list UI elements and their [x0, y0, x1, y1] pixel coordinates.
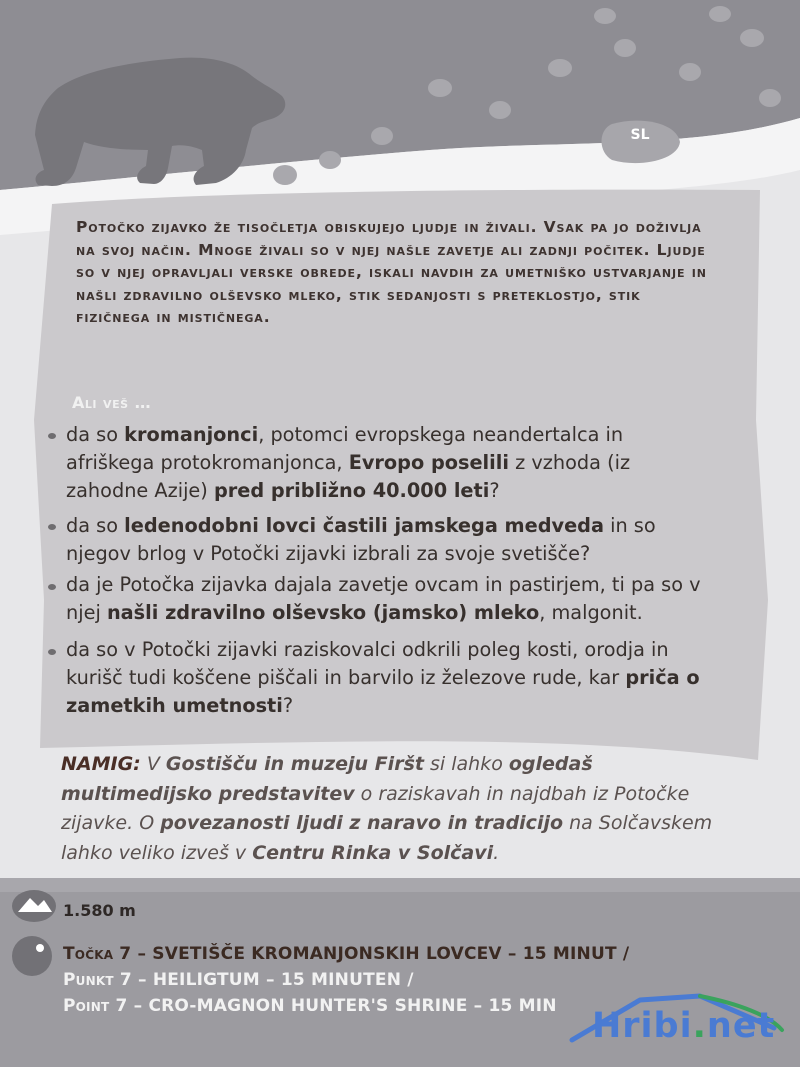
fact-emphasis: ledenodobni lovci častili jamskega medveda	[124, 514, 604, 537]
hint-label: NAMIG:	[61, 753, 141, 775]
hint-text: na Solčavskem lahko veliko izveš v	[61, 812, 713, 864]
fact-item	[66, 512, 716, 568]
hint-text: si lahko	[423, 753, 509, 775]
watermark-right: net	[706, 1006, 776, 1046]
hint-paragraph	[61, 750, 731, 868]
did-you-know-heading: Ali veš …	[72, 393, 152, 412]
watermark-dot: .	[692, 1006, 707, 1046]
fact-text: ?	[489, 479, 500, 502]
point-title-de: Punkt 7 – HEILIGTUM – 15 MINUTEN /	[63, 970, 414, 990]
hint-emphasis: ogledaš multimedijsko predstavitev	[61, 753, 593, 805]
altitude-icon	[12, 890, 56, 922]
fact-emphasis: kromanjonci	[124, 423, 259, 446]
hint-text: V	[140, 753, 166, 775]
fact-emphasis: pred približno 40.000 leti	[213, 479, 490, 502]
fact-text: da so	[66, 514, 125, 537]
fact-item	[66, 571, 716, 627]
watermark-left: Hribi	[592, 1006, 693, 1046]
watermark-logo	[592, 1006, 775, 1046]
hint-text: o raziskavah in najdbah iz Potočke zijavke. O	[61, 782, 690, 834]
fact-item	[66, 636, 716, 720]
point-title-sl: Točka 7 – SVETIŠČE KROMANJONSKIH LOVCEV – 15 MINUT /	[63, 944, 630, 964]
fact-text: , potomci evropskega neandertalca in afriškega protokromanjonca,	[66, 423, 624, 474]
location-pin-icon	[12, 936, 52, 976]
fact-text: z vzhoda (iz zahodne Azije)	[66, 451, 631, 502]
hint-emphasis: Centru Rinka v Solčavi	[252, 841, 494, 864]
fact-text: in so njegov brlog v Potočki zijavki izbrali za svoje svetišče?	[66, 514, 656, 565]
fact-text: da so v Potočki zijavki raziskovalci odkrili poleg kosti, orodja in kurišč tudi koščene piščali in barvilo iz železove rude, kar	[66, 638, 669, 689]
fact-emphasis: Evropo poselili	[348, 451, 509, 474]
fact-item	[66, 421, 716, 505]
language-badge: SL	[630, 127, 650, 143]
hint-text: .	[493, 841, 500, 864]
fact-text: da so	[66, 423, 125, 446]
hint-emphasis: povezanosti ljudi z naravo in tradicijo	[160, 812, 564, 834]
fact-emphasis: našli zdravilno olševsko (jamsko) mleko	[106, 601, 540, 624]
altitude-value: 1.580 m	[63, 901, 136, 920]
fact-text: da je Potočka zijavka dajala zavetje ovcam in pastirjem, ti pa so v njej	[66, 573, 701, 624]
point-title-en: Point 7 – CRO-MAGNON HUNTER'S SHRINE – 15 MIN	[63, 996, 557, 1016]
fact-emphasis: priča o zametkih umetnosti	[66, 666, 700, 717]
bottom-band-fade	[0, 878, 800, 892]
intro-text: Potočko zijavko že tisočletja obiskujejo ljudje in živali. Vsak pa jo doživlja na svoj način. Mnoge živali so v njej našle zavetje ali zadnji počitek. Ljudje so v njej opravljali verske obrede, iskali navdih za umetniško ustvarjanje in našli zdravilno olševsko mleko, stik sedanjosti s preteklostjo, stik fizičnega in mističnega.	[76, 218, 707, 326]
hint-emphasis: Gostišču in muzeju Firšt	[165, 753, 424, 775]
fact-text: ?	[282, 694, 294, 717]
fact-text: , malgonit.	[539, 601, 643, 624]
